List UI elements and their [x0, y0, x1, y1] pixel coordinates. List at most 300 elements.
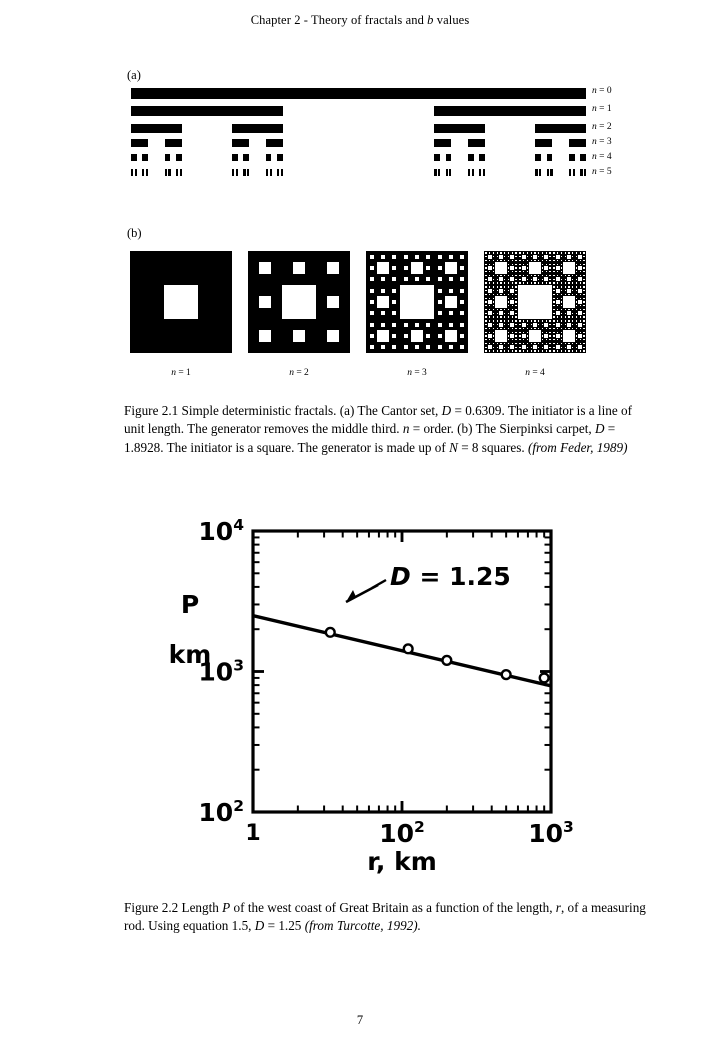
carpet-hole: [533, 255, 537, 259]
carpet-hole: [568, 309, 569, 310]
carpet-hole: [544, 277, 548, 281]
carpet-hole: [557, 298, 558, 299]
carpet-hole: [542, 347, 543, 348]
carpet-hole: [542, 267, 543, 268]
figure-2-1-caption-seg-8: = 8 squares.: [457, 439, 528, 455]
cantor-segment: [165, 169, 167, 176]
carpet-order-label-value: = 4: [529, 368, 545, 378]
carpet-hole: [515, 350, 516, 351]
carpet-hole: [515, 305, 516, 306]
carpet-hole: [485, 305, 486, 306]
cantor-segment: [535, 124, 586, 133]
carpet-hole: [500, 294, 501, 295]
carpet-hole: [549, 350, 550, 351]
cantor-segment: [165, 139, 182, 147]
carpet-hole: [576, 335, 577, 336]
carpet-hole: [485, 294, 486, 295]
carpet-hole: [576, 267, 577, 268]
carpet-hole: [510, 255, 514, 259]
cantor-segment: [131, 154, 137, 161]
carpet-hole: [519, 350, 520, 351]
carpet-hole: [538, 347, 539, 348]
carpet-hole: [572, 316, 573, 317]
carpet-order-label: [366, 368, 468, 378]
figure-2-1-caption-seg-5: D: [594, 421, 605, 437]
carpet-hole: [565, 294, 566, 295]
carpet-hole: [523, 328, 524, 329]
y-tick-label-1e2: $10^2$: [198, 797, 244, 827]
cantor-order-label-value: = 0: [596, 86, 612, 96]
carpet-hole: [415, 323, 419, 327]
carpet-hole: [576, 316, 577, 317]
carpet-hole: [438, 311, 442, 315]
carpet-hole: [512, 252, 513, 253]
carpet-hole: [576, 298, 577, 299]
carpet-hole: [497, 294, 498, 295]
figure-2-1-caption-seg-9: (from Feder, 1989): [527, 439, 628, 455]
data-point: [326, 628, 335, 637]
carpet-hole: [580, 332, 581, 333]
carpet-hole: [580, 339, 581, 340]
carpet-hole: [553, 343, 554, 344]
carpet-hole: [567, 323, 571, 327]
carpet-hole: [493, 313, 494, 314]
cantor-segment: [468, 169, 470, 176]
cantor-segment: [180, 169, 182, 176]
carpet-hole: [515, 260, 516, 261]
cantor-order-label: [592, 167, 612, 177]
carpet-hole: [493, 332, 494, 333]
carpet-hole: [508, 301, 509, 302]
carpet-hole: [538, 282, 539, 283]
carpet-hole: [515, 252, 516, 253]
carpet-hole: [504, 275, 505, 276]
carpet-hole: [565, 324, 566, 325]
carpet-hole: [568, 275, 569, 276]
carpet-hole: [527, 264, 528, 265]
carpet-hole: [377, 330, 388, 341]
carpet-hole: [493, 286, 494, 287]
carpet-hole: [580, 316, 581, 317]
loglog-plot-svg: [150, 505, 580, 875]
cantor-segment: [131, 139, 148, 147]
carpet-hole: [515, 316, 516, 317]
carpet-hole: [553, 279, 554, 280]
carpet-hole: [583, 298, 584, 299]
carpet-hole: [557, 305, 558, 306]
annotation-arrow: [346, 580, 386, 602]
carpet-hole: [488, 266, 492, 270]
running-head-prefix: Chapter 2 - Theory of fractals and: [250, 13, 428, 27]
carpet-hole: [565, 290, 566, 291]
carpet-hole: [531, 343, 532, 344]
cantor-order-label: [592, 86, 612, 96]
cantor-segment: [131, 124, 182, 133]
carpet-hole: [527, 332, 528, 333]
carpet-hole: [534, 328, 535, 329]
carpet-hole: [567, 311, 571, 315]
carpet-hole: [489, 343, 490, 344]
figure-2-2-caption-seg-7: (from Turcotte, 1992).: [304, 918, 421, 934]
carpet-hole: [519, 267, 520, 268]
carpet-hole: [556, 323, 560, 327]
carpet-hole: [583, 320, 584, 321]
carpet-hole: [542, 264, 543, 265]
carpet-hole: [497, 347, 498, 348]
carpet-hole: [561, 339, 562, 340]
carpet-order-label-value: = 1: [175, 368, 191, 378]
cantor-order-label-n: n: [592, 167, 597, 177]
carpet-hole: [489, 282, 490, 283]
carpet-hole: [538, 256, 539, 257]
carpet-hole: [546, 332, 547, 333]
carpet-hole: [527, 347, 528, 348]
carpet-hole: [499, 277, 503, 281]
carpet-hole: [557, 328, 558, 329]
sierpinski-carpet: [130, 251, 232, 353]
annotation-leader-line-2: [372, 580, 386, 588]
carpet-hole: [512, 282, 513, 283]
carpet-hole: [549, 279, 550, 280]
carpet-hole: [583, 350, 584, 351]
carpet-hole: [565, 343, 566, 344]
carpet-hole: [576, 294, 577, 295]
carpet-hole: [508, 282, 509, 283]
carpet-hole: [580, 252, 581, 253]
cantor-segment: [243, 169, 245, 176]
carpet-hole: [508, 309, 509, 310]
data-point: [442, 656, 451, 665]
carpet-hole: [515, 328, 516, 329]
cantor-segment: [142, 154, 148, 161]
carpet-hole: [576, 252, 577, 253]
carpet-hole: [576, 313, 577, 314]
carpet-hole: [504, 256, 505, 257]
cantor-segment: [434, 154, 440, 161]
carpet-hole: [561, 275, 562, 276]
carpet-hole: [164, 285, 198, 319]
carpet-hole: [583, 279, 584, 280]
carpet-hole: [381, 289, 385, 293]
carpet-hole: [497, 275, 498, 276]
carpet-hole: [497, 256, 498, 257]
carpet-hole: [576, 279, 577, 280]
carpet-hole: [515, 290, 516, 291]
carpet-hole: [493, 298, 494, 299]
carpet-hole: [489, 275, 490, 276]
carpet-hole: [495, 330, 506, 341]
x-axis-label: r, km: [367, 847, 437, 875]
page-number: 7: [356, 1013, 364, 1027]
carpet-hole: [561, 328, 562, 329]
carpet-hole: [583, 286, 584, 287]
carpet-hole: [542, 275, 543, 276]
cantor-segment: [232, 139, 249, 147]
carpet-hole: [529, 330, 540, 341]
carpet-hole: [534, 260, 535, 261]
carpet-hole: [568, 252, 569, 253]
carpet-hole: [485, 316, 486, 317]
cantor-segment: [449, 169, 451, 176]
carpet-hole: [561, 313, 562, 314]
carpet-hole: [576, 320, 577, 321]
carpet-hole: [411, 330, 422, 341]
carpet-hole: [583, 252, 584, 253]
carpet-hole: [519, 279, 520, 280]
carpet-hole: [578, 255, 582, 259]
carpet-hole: [561, 286, 562, 287]
carpet-hole: [510, 323, 514, 327]
carpet-hole: [512, 298, 513, 299]
carpet-hole: [576, 343, 577, 344]
carpet-hole: [500, 343, 501, 344]
carpet-hole: [508, 313, 509, 314]
carpet-hole: [568, 286, 569, 287]
carpet-hole: [508, 279, 509, 280]
carpet-hole: [485, 324, 486, 325]
carpet-hole: [489, 260, 490, 261]
carpet-hole: [578, 323, 582, 327]
carpet-hole: [489, 328, 490, 329]
carpet-hole: [546, 320, 547, 321]
carpet-hole: [533, 277, 537, 281]
carpet-hole: [515, 267, 516, 268]
carpet-hole: [549, 275, 550, 276]
carpet-hole: [485, 264, 486, 265]
carpet-hole: [508, 256, 509, 257]
carpet-hole: [542, 339, 543, 340]
cantor-segment: [434, 124, 485, 133]
cantor-segment: [131, 88, 586, 99]
carpet-hole: [572, 350, 573, 351]
carpet-hole: [544, 334, 548, 338]
carpet-hole: [497, 290, 498, 291]
carpet-hole: [572, 324, 573, 325]
carpet-hole: [485, 313, 486, 314]
carpet-hole: [504, 343, 505, 344]
carpet-hole: [561, 305, 562, 306]
carpet-hole: [572, 260, 573, 261]
carpet-hole: [583, 275, 584, 276]
carpet-hole: [572, 343, 573, 344]
carpet-hole: [488, 255, 492, 259]
carpet-hole: [549, 324, 550, 325]
carpet-hole: [493, 301, 494, 302]
carpet-hole: [531, 347, 532, 348]
carpet-hole: [576, 347, 577, 348]
carpet-hole: [572, 275, 573, 276]
cantor-segment: [468, 154, 474, 161]
carpet-hole: [576, 260, 577, 261]
cantor-segment: [232, 124, 283, 133]
carpet-hole: [578, 300, 582, 304]
carpet-hole: [538, 324, 539, 325]
carpet-hole: [449, 289, 453, 293]
carpet-hole: [578, 289, 582, 293]
carpet-hole: [568, 350, 569, 351]
carpet-hole: [546, 343, 547, 344]
carpet-hole: [534, 350, 535, 351]
carpet-hole: [493, 252, 494, 253]
carpet-hole: [583, 313, 584, 314]
carpet-order-label-n: n: [525, 368, 530, 378]
cantor-segment: [535, 154, 541, 161]
carpet-hole: [392, 277, 396, 281]
carpet-hole: [370, 345, 374, 349]
carpet-hole: [500, 286, 501, 287]
carpet-hole: [508, 350, 509, 351]
carpet-hole: [580, 328, 581, 329]
carpet-hole: [489, 332, 490, 333]
y-axis-label-km: km: [168, 639, 212, 669]
carpet-hole: [557, 309, 558, 310]
carpet-hole: [512, 271, 513, 272]
carpet-hole: [583, 267, 584, 268]
carpet-hole: [512, 294, 513, 295]
carpet-hole: [523, 260, 524, 261]
cantor-segment: [277, 169, 279, 176]
carpet-hole: [497, 252, 498, 253]
carpet-hole: [567, 289, 571, 293]
carpet-hole: [572, 309, 573, 310]
carpet-hole: [580, 343, 581, 344]
carpet-hole: [377, 262, 388, 273]
carpet-hole: [568, 316, 569, 317]
carpet-hole: [515, 313, 516, 314]
carpet-hole: [485, 320, 486, 321]
carpet-hole: [493, 305, 494, 306]
carpet-hole: [489, 294, 490, 295]
carpet-hole: [568, 343, 569, 344]
x-tick-label-1e2: $10^2$: [379, 818, 425, 848]
carpet-hole: [576, 275, 577, 276]
carpet-hole: [580, 294, 581, 295]
carpet-hole: [561, 282, 562, 283]
carpet-hole: [542, 260, 543, 261]
cantor-order-label: [592, 152, 612, 162]
carpet-hole: [508, 328, 509, 329]
cantor-segment: [168, 169, 170, 176]
carpet-hole: [580, 275, 581, 276]
carpet-hole: [370, 255, 374, 259]
carpet-hole: [438, 277, 442, 281]
carpet-hole: [561, 264, 562, 265]
carpet-hole: [508, 271, 509, 272]
carpet-hole: [553, 298, 554, 299]
carpet-hole: [557, 275, 558, 276]
carpet-hole: [527, 350, 528, 351]
carpet-hole: [542, 282, 543, 283]
carpet-hole: [522, 323, 526, 327]
carpet-hole: [561, 267, 562, 268]
carpet-hole: [580, 309, 581, 310]
carpet-hole: [561, 298, 562, 299]
carpet-hole: [531, 275, 532, 276]
carpet-hole: [561, 279, 562, 280]
carpet-hole: [370, 289, 374, 293]
carpet-hole: [519, 264, 520, 265]
carpet-hole: [553, 256, 554, 257]
figure-2-1-caption: [124, 402, 640, 457]
carpet-hole: [576, 350, 577, 351]
carpet-hole: [377, 296, 388, 307]
running-head-italic-b: b: [427, 13, 434, 27]
carpet-hole: [576, 339, 577, 340]
carpet-hole: [557, 294, 558, 295]
carpet-hole: [534, 275, 535, 276]
figure-2-1-caption-seg-4: = order. (b) The Sierpinksi carpet,: [409, 421, 595, 437]
carpet-hole: [565, 260, 566, 261]
cantor-segment: [247, 169, 249, 176]
carpet-hole: [327, 296, 338, 307]
carpet-hole: [426, 323, 430, 327]
carpet-hole: [497, 260, 498, 261]
cantor-segment: [142, 169, 144, 176]
carpet-hole: [415, 255, 419, 259]
carpet-hole: [508, 324, 509, 325]
carpet-hole: [527, 252, 528, 253]
figure-2-2-caption-seg-3: r: [555, 900, 561, 915]
carpet-hole: [542, 252, 543, 253]
carpet-hole: [504, 313, 505, 314]
cantor-order-label: [592, 122, 612, 132]
carpet-hole: [583, 264, 584, 265]
carpet-hole: [576, 256, 577, 257]
carpet-hole: [531, 328, 532, 329]
carpet-hole: [510, 289, 514, 293]
carpet-hole: [392, 334, 396, 338]
carpet-hole: [527, 320, 528, 321]
carpet-hole: [404, 277, 408, 281]
carpet-hole: [259, 296, 270, 307]
carpet-hole: [578, 277, 582, 281]
carpet-hole: [493, 271, 494, 272]
carpet-hole: [561, 290, 562, 291]
carpet-hole: [485, 252, 486, 253]
carpet-hole: [282, 285, 316, 319]
carpet-hole: [527, 282, 528, 283]
carpet-hole: [489, 316, 490, 317]
carpet-hole: [527, 279, 528, 280]
carpet-hole: [489, 309, 490, 310]
carpet-hole: [489, 305, 490, 306]
carpet-hole: [542, 350, 543, 351]
carpet-hole: [561, 271, 562, 272]
cantor-segment: [232, 169, 234, 176]
carpet-hole: [572, 256, 573, 257]
carpet-hole: [546, 260, 547, 261]
cantor-order-label-value: = 5: [596, 167, 612, 177]
cantor-segment: [569, 169, 571, 176]
carpet-hole: [485, 328, 486, 329]
carpet-hole: [572, 328, 573, 329]
carpet-hole: [565, 252, 566, 253]
carpet-hole: [500, 320, 501, 321]
carpet-hole: [553, 305, 554, 306]
figure-2-2-caption-seg-1: P: [222, 900, 231, 915]
carpet-hole: [553, 290, 554, 291]
carpet-hole: [580, 271, 581, 272]
cantor-segment: [535, 139, 552, 147]
carpet-order-label: [484, 368, 586, 378]
carpet-hole: [565, 309, 566, 310]
carpet-hole: [572, 313, 573, 314]
carpet-hole: [512, 305, 513, 306]
carpet-hole: [426, 334, 430, 338]
cantor-order-label-n: n: [592, 137, 597, 147]
cantor-segment: [468, 139, 485, 147]
carpet-hole: [488, 277, 492, 281]
